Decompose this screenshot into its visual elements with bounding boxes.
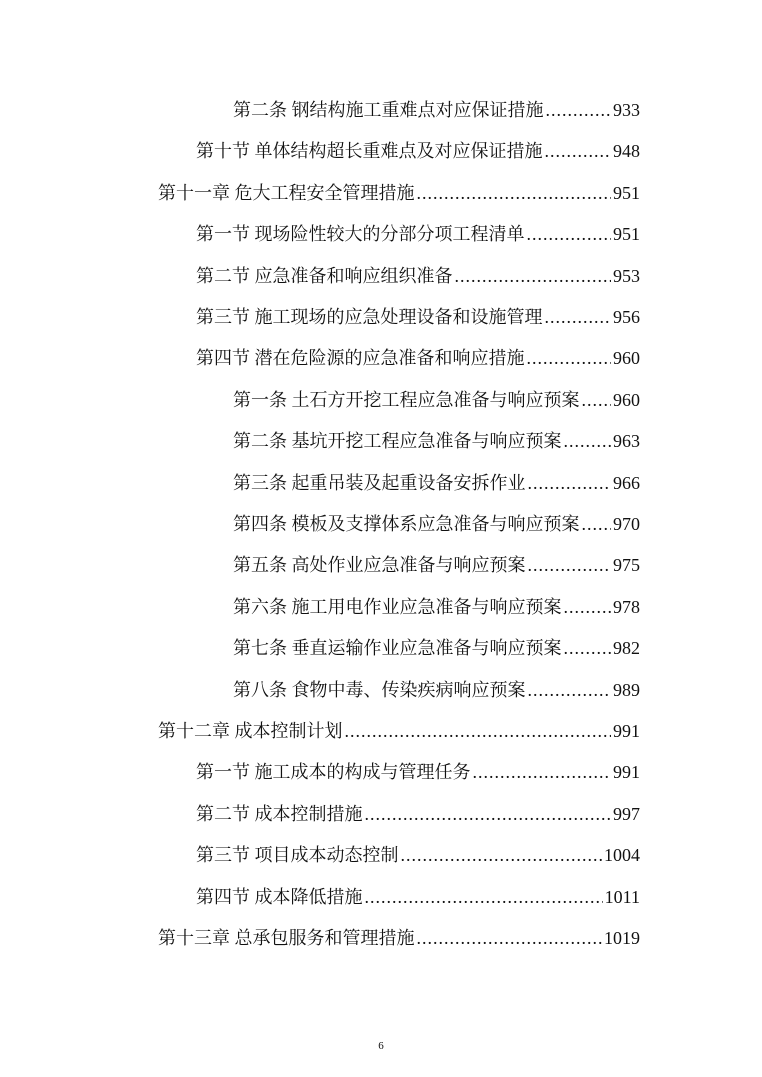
toc-entry-title: 第七条 垂直运输作业应急准备与响应预案	[233, 638, 562, 659]
toc-entry-page: 997	[613, 803, 640, 824]
dot-leader	[582, 512, 612, 536]
dot-leader	[345, 719, 612, 743]
toc-entry-title: 第一节 施工成本的构成与管理任务	[196, 762, 471, 783]
toc-entry-page: 956	[613, 307, 640, 327]
dot-leader	[417, 926, 603, 950]
toc-entry-page: 978	[613, 596, 640, 617]
toc-entry-title: 第三节 项目成本动态控制	[196, 845, 399, 866]
toc-entry-title: 第二节 应急准备和响应组织准备	[196, 265, 453, 286]
toc-entry-page: 933	[613, 100, 640, 120]
toc-entry-page: 948	[613, 141, 640, 162]
dot-leader	[365, 802, 612, 826]
dot-leader	[528, 678, 612, 702]
dot-leader	[527, 222, 612, 246]
toc-entry[interactable]	[233, 98, 640, 122]
toc-entry-title: 第五条 高处作业应急准备与响应预案	[233, 555, 526, 576]
toc-entry[interactable]	[196, 222, 640, 246]
dot-leader	[455, 264, 612, 288]
toc-entry-page: 1011	[604, 886, 640, 907]
toc-entry-page: 1004	[604, 845, 640, 866]
toc-entry-page: 970	[613, 514, 640, 534]
toc-entry-page: 989	[613, 679, 640, 700]
toc-entry[interactable]	[196, 802, 640, 826]
toc-entry-title: 第三条 起重吊装及起重设备安拆作业	[233, 472, 526, 493]
toc-entry[interactable]	[158, 926, 640, 950]
toc-entry[interactable]	[233, 595, 640, 619]
dot-leader	[564, 595, 612, 619]
toc-entry-title: 第一节 现场险性较大的分部分项工程清单	[196, 224, 525, 245]
toc-entry-title: 第四条 模板及支撑体系应急准备与响应预案	[233, 514, 580, 534]
toc-entry-title: 第八条 食物中毒、传染疾病响应预案	[233, 679, 526, 700]
dot-leader	[365, 885, 603, 909]
dot-leader	[528, 471, 612, 495]
dot-leader	[545, 139, 612, 163]
toc-entry-title: 第十三章 总承包服务和管理措施	[158, 928, 415, 948]
toc-entry-title: 第三节 施工现场的应急处理设备和设施管理	[196, 307, 543, 327]
toc-entry-title: 第六条 施工用电作业应急准备与响应预案	[233, 596, 562, 617]
toc-entry-title: 第二条 钢结构施工重难点对应保证措施	[233, 100, 544, 120]
toc-entry-page: 991	[613, 721, 640, 741]
toc-entry[interactable]	[158, 181, 640, 205]
toc-entry-title: 第二节 成本控制措施	[196, 803, 363, 824]
toc-entry-title: 第十一章 危大工程安全管理措施	[158, 182, 415, 203]
toc-entry[interactable]	[233, 553, 640, 577]
toc-entry[interactable]	[196, 843, 640, 867]
toc-entry[interactable]	[196, 264, 640, 288]
toc-entry[interactable]	[196, 305, 640, 329]
page-number: 6	[378, 1040, 384, 1052]
toc-entry-page: 966	[613, 472, 640, 493]
toc-entry-page: 951	[613, 224, 640, 245]
toc-entry[interactable]	[233, 678, 640, 702]
dot-leader	[546, 98, 612, 122]
toc-entry[interactable]	[196, 139, 640, 163]
toc-entry-page: 951	[613, 182, 640, 203]
toc-entry-page: 960	[613, 389, 640, 410]
toc-entry-title: 第十二章 成本控制计划	[158, 721, 343, 741]
toc-entry[interactable]	[158, 719, 640, 743]
toc-entry[interactable]	[233, 388, 640, 412]
toc-entry[interactable]	[196, 346, 640, 370]
toc-entry-page: 960	[613, 348, 640, 369]
toc-entry[interactable]	[233, 471, 640, 495]
dot-leader	[582, 388, 612, 412]
toc-entry-page: 982	[613, 638, 640, 659]
dot-leader	[417, 181, 612, 205]
dot-leader	[473, 760, 612, 784]
toc-entry[interactable]	[196, 885, 640, 909]
toc-entry-title: 第二条 基坑开挖工程应急准备与响应预案	[233, 431, 562, 452]
toc-entry-page: 975	[613, 555, 640, 576]
toc-entry-page: 963	[613, 431, 640, 452]
toc-entry-page: 1019	[604, 928, 640, 948]
dot-leader	[545, 305, 612, 329]
dot-leader	[564, 636, 612, 660]
toc-entry-title: 第十节 单体结构超长重难点及对应保证措施	[196, 141, 543, 162]
toc-entry-title: 第四节 成本降低措施	[196, 886, 363, 907]
toc-entry-title: 第四节 潜在危险源的应急准备和响应措施	[196, 348, 525, 369]
toc-entry[interactable]	[196, 760, 640, 784]
toc-entry-page: 953	[613, 265, 640, 286]
toc-entry[interactable]	[233, 429, 640, 453]
dot-leader	[564, 429, 612, 453]
dot-leader	[401, 843, 603, 867]
toc-entry[interactable]	[233, 512, 640, 536]
dot-leader	[528, 553, 612, 577]
toc-entry[interactable]	[233, 636, 640, 660]
toc-entry-title: 第一条 土石方开挖工程应急准备与响应预案	[233, 389, 580, 410]
dot-leader	[527, 346, 612, 370]
toc-entry-page: 991	[613, 762, 640, 783]
